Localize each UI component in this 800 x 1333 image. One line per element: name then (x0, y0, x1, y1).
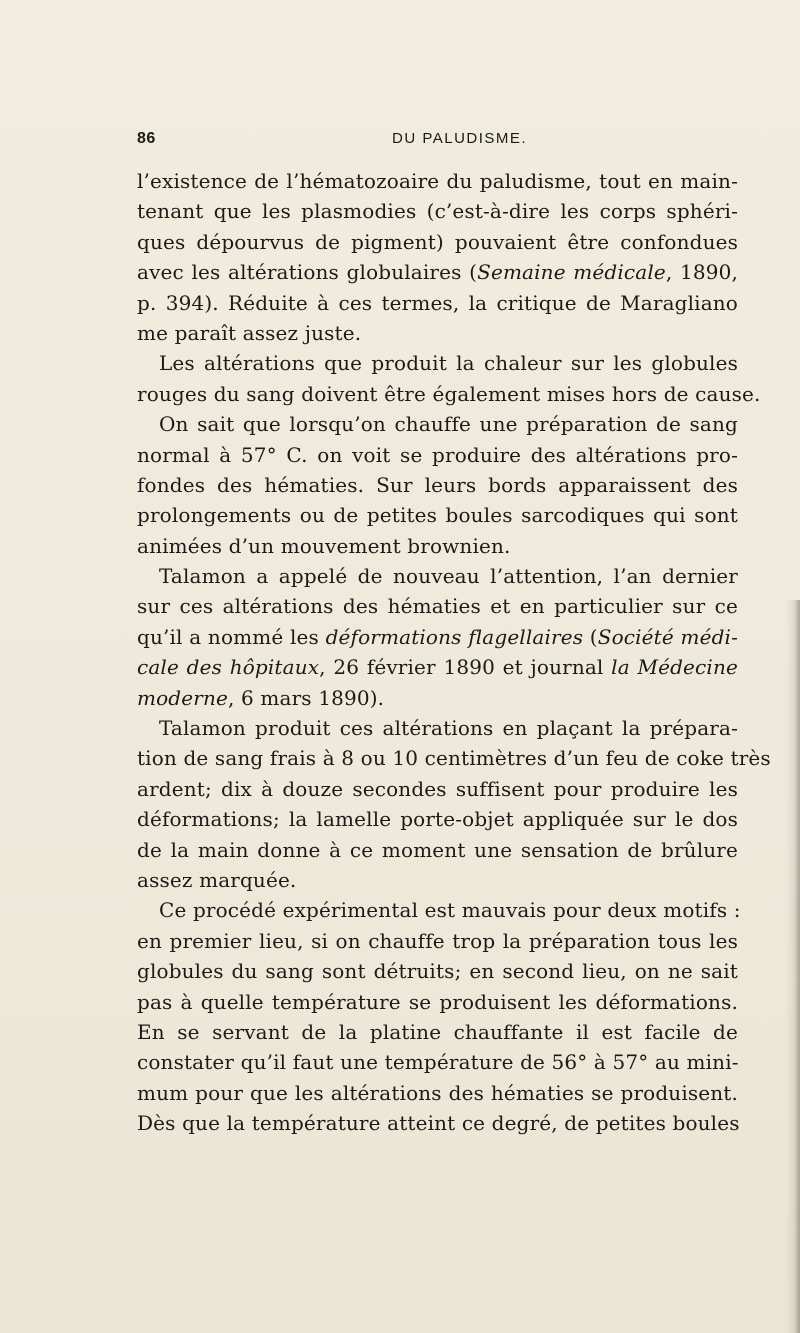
line-text: pas à quelle température se produisent les déformations. (137, 989, 738, 1014)
text-line (137, 987, 738, 1017)
line-text: assez marquée. (137, 867, 297, 892)
line-text: ( (583, 624, 598, 649)
text-line (137, 895, 741, 925)
text-line (137, 591, 738, 621)
text-line (137, 804, 738, 834)
line-text: déformations; la lamelle porte-objet appliquée sur le dos (137, 807, 738, 832)
line-text: , 1890, (665, 260, 738, 285)
line-text: Talamon produit ces altérations en plaçant la prépara- (159, 716, 738, 741)
line-text: rouges du sang doivent être également mises hors de cause. (137, 381, 761, 406)
text-line (137, 196, 738, 226)
text-line (137, 440, 738, 470)
text-line (137, 500, 738, 530)
text-line (137, 227, 738, 257)
text-line (137, 1078, 738, 1108)
italic-text: cale des hôpitaux (137, 655, 320, 680)
text-line (137, 956, 738, 986)
line-text: fondes des hématies. Sur leurs bords apparaissent des (137, 472, 738, 497)
text-line (137, 318, 738, 348)
line-text: , 26 février 1890 et journal (319, 655, 612, 680)
text-line (137, 683, 738, 713)
text-line (137, 561, 738, 591)
italic-text: Société médi- (597, 624, 738, 649)
line-text: globules du sang sont détruits; en second lieu, on ne sait (137, 959, 738, 984)
line-text: ques dépourvus de pigment) pouvaient être confondues (137, 229, 738, 254)
text-line (137, 1108, 738, 1138)
text-line (137, 409, 738, 439)
line-text: normal à 57° C. on voit se produire des altérations pro- (137, 442, 738, 467)
line-text: , 6 mars 1890). (227, 685, 385, 710)
line-text: mum pour que les altérations des hématies se produisent. (137, 1080, 738, 1105)
text-line (137, 926, 738, 956)
line-text: Dès que la température atteint ce degré, de petites boules (137, 1111, 740, 1136)
line-text: avec les altérations globulaires ( (137, 260, 478, 285)
line-text: me paraît assez juste. (137, 320, 362, 345)
line-text: l’existence de l’hématozoaire du paludisme, tout en main- (137, 169, 738, 193)
text-line (137, 1017, 738, 1047)
text-line (137, 835, 738, 865)
line-text: Ce procédé expérimental est mauvais pour deux motifs : (159, 898, 741, 923)
text-line (137, 379, 761, 409)
italic-text: Semaine médicale (477, 260, 666, 285)
text-line (137, 622, 738, 652)
line-text: sur ces altérations des hématies et en particulier sur ce (137, 594, 738, 619)
italic-text: déformations flagellaires (325, 624, 584, 649)
line-text: On sait que lorsqu’on chauffe une préparation de sang (159, 412, 738, 437)
line-text: prolongements ou de petites boules sarcodiques qui sont (137, 503, 738, 528)
italic-text: la Médecine (611, 655, 738, 680)
line-text: constater qu’il faut une température de 56° à 57° au mini- (137, 1050, 739, 1075)
text-line (137, 166, 738, 196)
line-text: de la main donne à ce moment une sensation de brûlure (137, 837, 738, 862)
line-text: Talamon a appelé de nouveau l’attention, l’an dernier (159, 564, 738, 589)
line-text: qu’il a nommé les (137, 624, 326, 649)
running-title: DU PALUDISME. (392, 130, 528, 147)
text-line (137, 348, 738, 378)
line-text: animées d’un mouvement brownien. (137, 533, 511, 558)
line-text: p. 394). Réduite à ces termes, la critique de Maragliano (137, 290, 738, 315)
text-line (137, 774, 738, 804)
running-head (137, 130, 737, 152)
line-text: ardent; dix à douze secondes suffisent pour produire les (137, 776, 738, 801)
page-edge-shadow (786, 600, 800, 1333)
text-line (137, 743, 771, 773)
line-text: En se servant de la platine chauffante il est facile de (137, 1019, 738, 1044)
line-text: en premier lieu, si on chauffe trop la préparation tous les (137, 928, 738, 953)
text-line (137, 1047, 738, 1077)
line-text: Les altérations que produit la chaleur sur les globules (159, 351, 738, 376)
text-line (137, 288, 738, 318)
text-line (137, 470, 738, 500)
text-line (137, 713, 738, 743)
text-line (137, 865, 738, 895)
line-text: tenant que les plasmodies (c’est-à-dire les corps sphéri- (137, 199, 738, 224)
italic-text: moderne (137, 685, 228, 710)
text-line (137, 652, 738, 682)
page-number: 86 (137, 130, 156, 147)
line-text: tion de sang frais à 8 ou 10 centimètres d’un feu de coke très (137, 746, 771, 771)
text-line (137, 531, 738, 561)
body-text (137, 166, 771, 1139)
text-line (137, 257, 738, 287)
